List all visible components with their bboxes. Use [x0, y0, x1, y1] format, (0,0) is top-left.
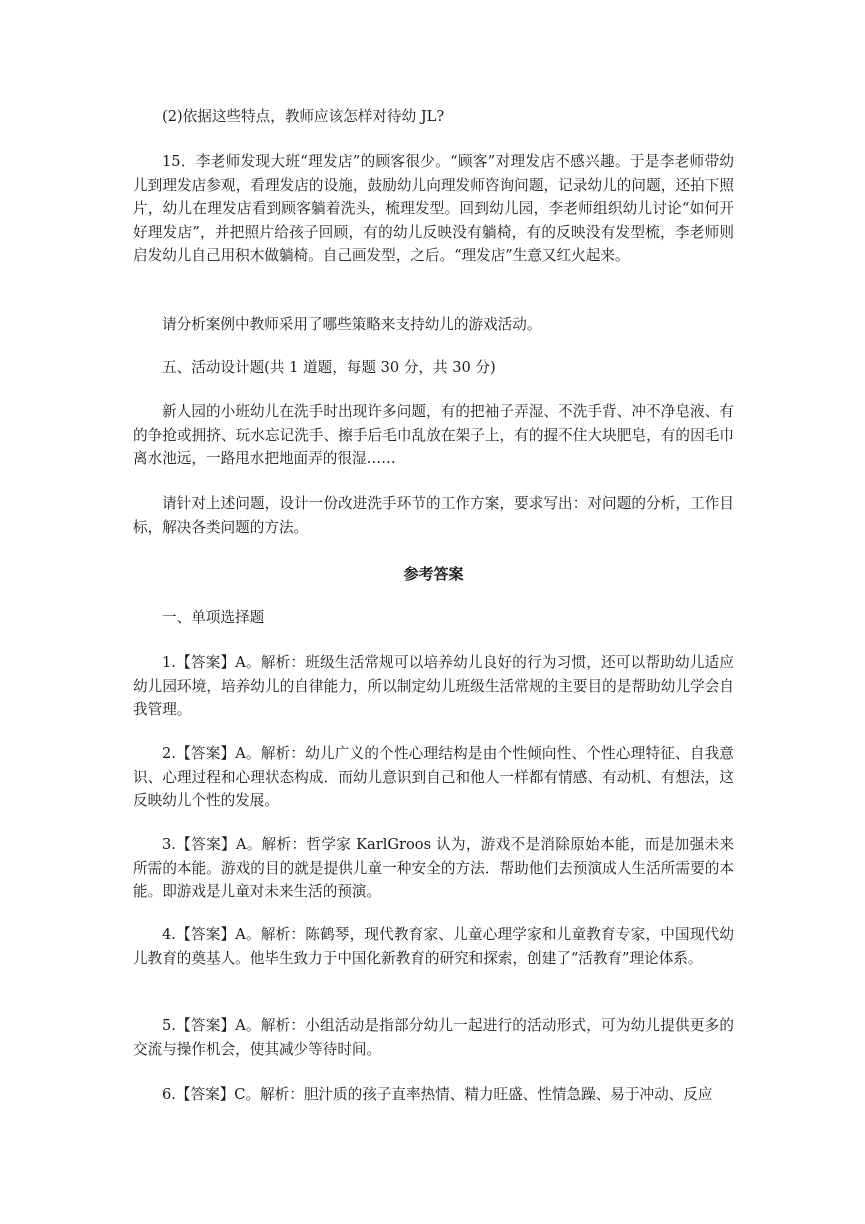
question-15-prompt: 请分析案例中教师采用了哪些策略来支持幼儿的游戏活动。 — [162, 316, 542, 333]
answer-item-1: 1.【答案】A。解析：班级生活常规可以培养幼儿良好的行为习惯，还可以帮助幼儿适应幼儿园环境，培养幼儿的自律能力，所以制定幼儿班级生活常规的主要目的是帮助幼儿学会自我管理。 — [133, 654, 734, 718]
question-15-case: 15．李老师发现大班“理发店”的顾客很少。“顾客”对理发店不感兴趣。于是李老师带幼儿到理发店参观，看理发店的设施，鼓励幼儿向理发师咨询问题，记录幼儿的问题，还拍下照片，幼儿在理发店看到顾客躺着洗头，梳理发型。回到幼儿园，李老师组织幼儿讨论“如何开好理发店”，并把照片给孩子回顾，有的幼儿反映没有躺椅，有的反映没有发型梳，李老师则启发幼儿自己用积木做躺椅。自己画发型，之后。“理发店”生意又红火起来。 — [133, 153, 734, 264]
answer-item-5: 5.【答案】A。解析：小组活动是指部分幼儿一起进行的活动形式，可为幼儿提供更多的交流与操作机会，使其减少等待时间。 — [133, 1017, 734, 1058]
answer-heading: 参考答案 — [403, 565, 464, 583]
answer-item-3: 3.【答案】A。解析：哲学家 KarlGroos 认为，游戏不是消除原始本能，而是加强未来所需的本能。游戏的目的就是提供儿童一种安全的方法．帮助他们去预演成人生活所需要的本能。即游戏是儿童对未来生活的预演。 — [133, 836, 734, 900]
answer-item-2: 2.【答案】A。解析：幼儿广义的个性心理结构是由个性倾向性、个性心理特征、自我意识、心理过程和心理状态构成．而幼儿意识到自己和他人一样都有情感、有动机、有想法，这反映幼儿个性的发展。 — [133, 745, 734, 809]
answer-section-heading: 一、单项选择题 — [162, 609, 265, 626]
answer-item-4: 4.【答案】A。解析：陈鹤琴，现代教育家、儿童心理学家和儿童教育专家，中国现代幼儿教育的奠基人。他毕生致力于中国化新教育的研究和探索，创建了“活教育”理论体系。 — [133, 926, 734, 967]
answer-item-6: 6.【答案】C。解析：胆汁质的孩子直率热情、精力旺盛、性情急躁、易于冲动、反应 — [162, 1086, 713, 1103]
activity-design-prompt: 请针对上述问题，设计一份改进洗手环节的工作方案，要求写出：对问题的分析，工作目标，解决各类问题的方法。 — [133, 495, 734, 536]
section-heading-activity-design: 五、活动设计题(共 1 道题，每题 30 分，共 30 分) — [162, 359, 496, 376]
question-sub-item: (2)依据这些特点，教师应该怎样对待幼 JL? — [162, 108, 445, 125]
activity-design-case: 新人园的小班幼儿在洗手时出现许多问题，有的把袖子弄湿、不洗手背、冲不净皂液、有的争抢或拥挤、玩水忘记洗手、擦手后毛巾乱放在架子上，有的握不住大块肥皂，有的因毛巾离水池远，一路甩水把地面弄的很湿…… — [133, 403, 734, 467]
